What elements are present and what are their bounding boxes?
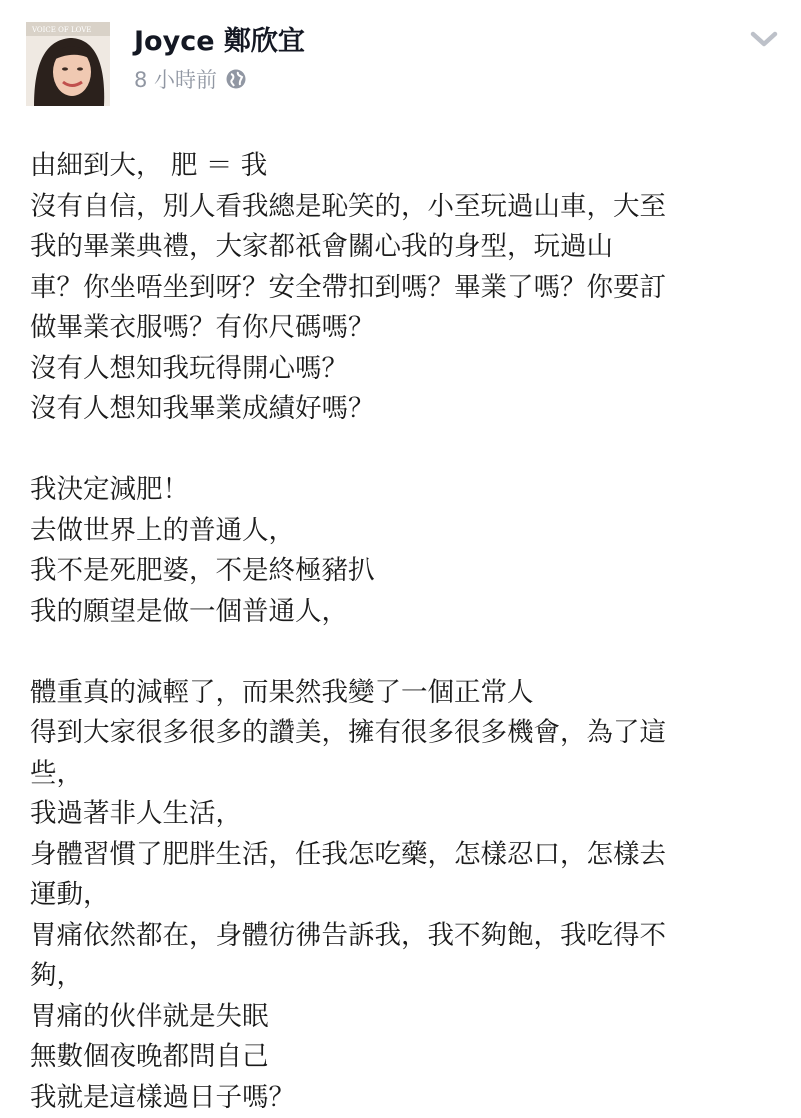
post-text-line: 夠， <box>30 956 772 997</box>
post-text-line: 去做世界上的普通人， <box>30 511 772 552</box>
post-text-line: 沒有人想知我畢業成績好嗎？ <box>30 389 772 430</box>
post-timestamp[interactable]: 8 小時前 <box>134 64 217 94</box>
post-text-line: 車？你坐唔坐到呀？安全帶扣到嗎？畢業了嗎？你要訂 <box>30 268 772 309</box>
avatar-caption: VOICE OF LOVE <box>31 26 91 34</box>
post-text-line: 我決定減肥！ <box>30 470 772 511</box>
paragraph-gap <box>30 632 772 673</box>
post-body <box>30 146 772 1118</box>
post-text-line: 體重真的減輕了，而果然我變了一個正常人 <box>30 673 772 714</box>
post-header <box>0 0 801 120</box>
author-name[interactable]: Joyce 鄭欣宜 <box>134 24 305 60</box>
globe-icon[interactable] <box>225 68 247 90</box>
post-text-line: 得到大家很多很多的讚美，擁有很多很多機會，為了這 <box>30 713 772 754</box>
post-meta <box>134 64 247 94</box>
post-text-line: 我過著非人生活， <box>30 794 772 835</box>
avatar[interactable] <box>26 22 110 106</box>
paragraph-gap <box>30 430 772 471</box>
post-text-line: 運動， <box>30 875 772 916</box>
post-text-line: 做畢業衣服嗎？有你尺碼嗎？ <box>30 308 772 349</box>
post-text-line: 身體習慣了肥胖生活，任我怎吃藥，怎樣忍口，怎樣去 <box>30 835 772 876</box>
post-text-line: 我就是這樣過日子嗎？ <box>30 1078 772 1118</box>
post-text-line: 我的願望是做一個普通人， <box>30 592 772 633</box>
post-text-line: 胃痛的伙伴就是失眠 <box>30 997 772 1038</box>
post-text-line: 沒有自信，別人看我總是恥笑的，小至玩過山車，大至 <box>30 187 772 228</box>
post-text-line: 我的畢業典禮，大家都祇會關心我的身型，玩過山 <box>30 227 772 268</box>
post-text-line: 無數個夜晚都問自己 <box>30 1037 772 1078</box>
post-text-line: 些， <box>30 754 772 795</box>
post-text-line: 我不是死肥婆，不是終極豬扒 <box>30 551 772 592</box>
chevron-down-icon[interactable] <box>749 28 779 50</box>
post-text-line: 由細到大， 肥 ＝ 我 <box>30 146 772 187</box>
post-text-line: 胃痛依然都在，身體彷彿告訴我，我不夠飽，我吃得不 <box>30 916 772 957</box>
avatar-photo <box>26 22 110 106</box>
post-text-line: 沒有人想知我玩得開心嗎？ <box>30 349 772 390</box>
